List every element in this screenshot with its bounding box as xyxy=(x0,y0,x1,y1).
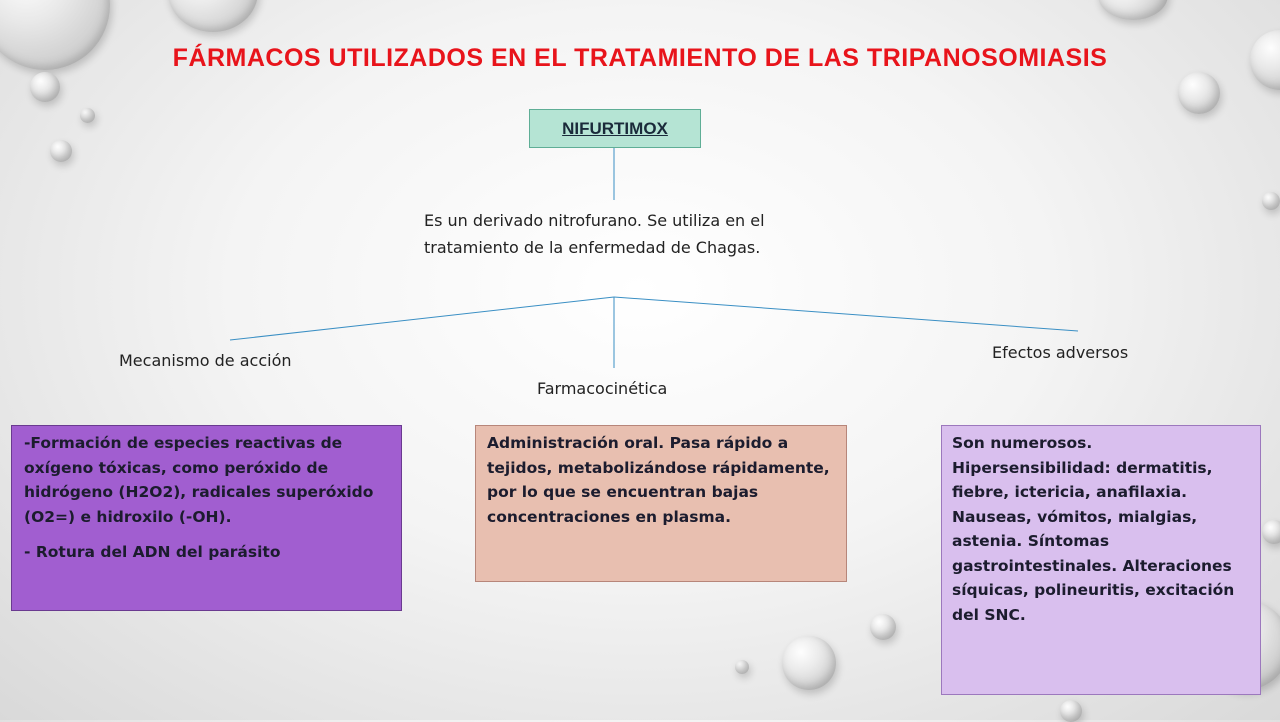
mechanism-text-2: - Rotura del ADN del parásito xyxy=(24,543,281,561)
adverse-effects-label: Efectos adversos xyxy=(992,343,1129,362)
pharmacokinetics-box: Administración oral. Pasa rápido a tejidos, metabolizándose rápidamente, por lo que se encuentran bajas concentraciones en plasma. xyxy=(475,425,847,582)
connector-to-mechanism xyxy=(230,297,614,340)
mechanism-box xyxy=(11,425,402,611)
slide-title: FÁRMACOS UTILIZADOS EN EL TRATAMIENTO DE LAS TRIPANOSOMIASIS xyxy=(172,44,1108,72)
drug-name-box: NIFURTIMOX xyxy=(529,109,701,148)
pharmacokinetics-label: Farmacocinética xyxy=(537,379,668,398)
drug-description: Es un derivado nitrofurano. Se utiliza en el tratamiento de la enfermedad de Chagas. xyxy=(424,211,765,257)
mechanism-text-1: -Formación de especies reactivas de oxígeno tóxicas, como peróxido de hidrógeno (H2O2), radicales superóxido (O2=) e hidroxilo (-OH). xyxy=(24,434,374,526)
connector-to-adverse-effects xyxy=(614,297,1078,331)
mechanism-label: Mecanismo de acción xyxy=(119,351,292,370)
adverse-effects-box: Son numerosos. Hipersensibilidad: dermatitis, fiebre, ictericia, anafilaxia. Nauseas, vómitos, mialgias, astenia. Síntomas gastrointestinales. Alteraciones síquicas, polineuritis, excitación del SNC. xyxy=(941,425,1261,695)
